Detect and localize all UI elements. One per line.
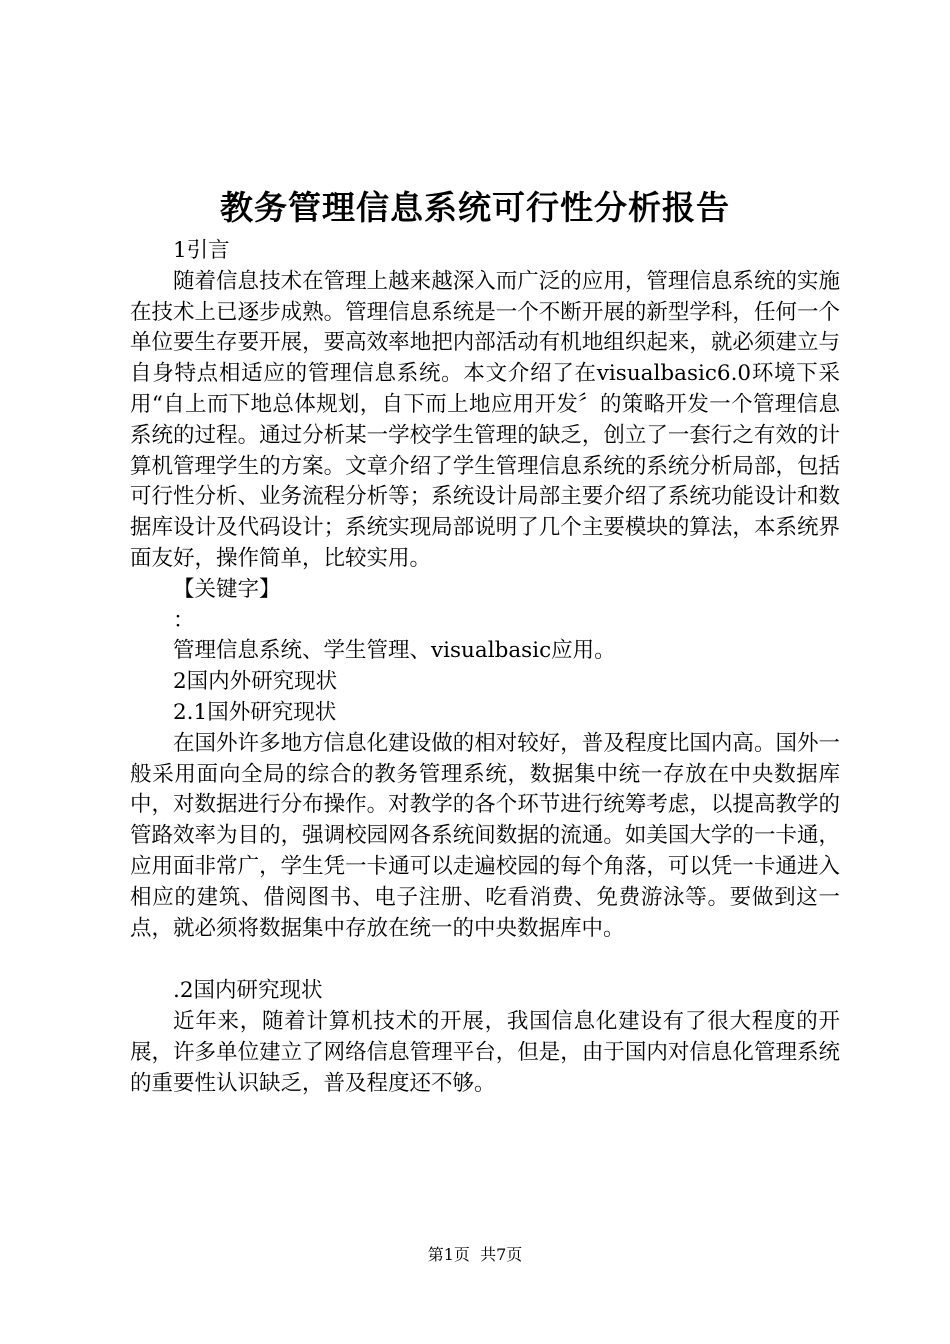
paragraph-domestic-research: 近年来，随着计算机技术的开展，我国信息化建设有了很大程度的开展，许多单位建立了网络信息管理平台，但是，由于国内对信息化管理系统的重要性认识缺乏，普及程度还不够。 (130, 1009, 840, 1096)
subsection-heading-foreign: 2.1国外研究现状 (173, 699, 337, 725)
page-footer (0, 1244, 950, 1266)
document-title: 教务管理信息系统可行性分析报告 (220, 188, 730, 227)
paragraph-foreign-research: 在国外许多地方信息化建设做的相对较好，普及程度比国内高。国外一般采用面向全局的综合的教务管理系统，数据集中统一存放在中央数据库中，对数据进行分布操作。对教学的各个环节进行统筹考虑，以提高教学的管路效率为目的，强调校园网各系统间数据的流通。如美国大学的一卡通，应用面非常广，学生凭一卡通可以走遍校园的每个角落，可以凭一卡通进入相应的建筑、借阅图书、电子注册、吃看消费、免费游泳等。要做到这一点，就必须将数据集中存放在统一的中央数据库中。 (130, 730, 840, 941)
page-number: 第1页 共7页 (427, 1245, 523, 1264)
paragraph-introduction: 随着信息技术在管理上越来越深入而广泛的应用，管理信息系统的实施在技术上已逐步成熟。管理信息系统是一个不断开展的新型学科，任何一个单位要生存要开展，要高效率地把内部活动有机地组织起来，就必须建立与自身特点相适应的管理信息系统。本文介绍了在visualbasic6.0环境下采用“自上而下地总体规划，自下而上地应用开发〞的策略开发一个管理信息系统的过程。通过分析某一学校学生管理的缺乏，创立了一套行之有效的计算机管理学生的方案。文章介绍了学生管理信息系统的系统分析局部，包括可行性分析、业务流程分析等；系统设计局部主要介绍了系统功能设计和数据库设计及代码设计；系统实现局部说明了几个主要模块的算法，本系统界面友好，操作简单，比较实用。 (130, 268, 840, 571)
keywords-label: 【关键字】 (173, 576, 281, 602)
section-heading-research-status: 2国内外研究现状 (173, 669, 338, 695)
document-body (130, 236, 840, 1100)
keywords-colon: ： (173, 607, 195, 633)
keywords-list: 管理信息系统、学生管理、visualbasic应用。 (173, 638, 616, 664)
section-heading-introduction: 1引言 (173, 238, 230, 263)
subsection-heading-domestic: .2国内研究现状 (173, 978, 323, 1004)
